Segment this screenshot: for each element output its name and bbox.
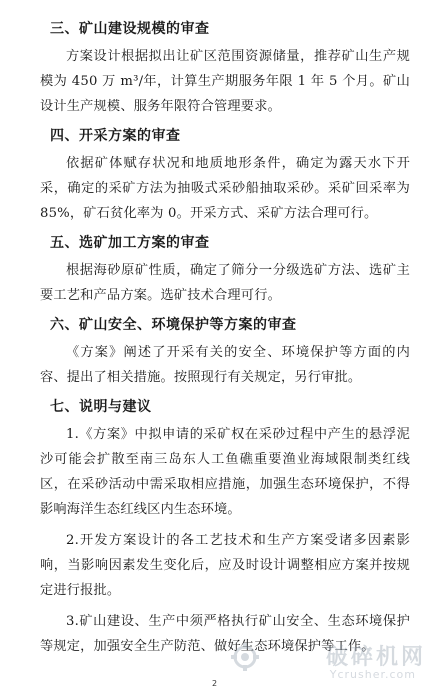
section-heading: 五、选矿加工方案的审查 xyxy=(50,235,210,251)
page-number: 2 xyxy=(212,679,218,688)
section-paragraph: 《方案》阐述了开采有关的安全、环境保护等方面的内容、提出了相关措施。按照现行有关规定，另行审批。 xyxy=(40,345,410,385)
section-heading: 六、矿山安全、环境保护等方案的审查 xyxy=(50,317,297,333)
watermark-text-en: Ycrusher.com xyxy=(329,668,416,681)
section-paragraph: 方案设计根据拟出让矿区范围资源储量，推荐矿山生产规模为 450 万 m³/年，计算生产期服务年限 1 年 5 个月。矿山设计生产规模、服务年限符合管理要求。 xyxy=(40,49,410,114)
section-safety-environment-review xyxy=(40,314,410,390)
suggestion-item-1: 1.《方案》中拟申请的采矿权在采砂过程中产生的悬浮泥沙可能会扩散至南三岛东人工鱼礁重要渔业海域限制类红线区，在采砂活动中需采取相应措施，加强生态环境保护，不得影响海洋生态红线区内生态环境。 xyxy=(40,427,410,517)
section-scale-review xyxy=(40,18,410,119)
section-heading: 七、说明与建议 xyxy=(50,399,152,415)
suggestion-item-3: 3.矿山建设、生产中须严格执行矿山安全、生态环境保护等规定，加强安全生产防范、做好生态环境保护等工作。 xyxy=(40,614,410,654)
section-heading: 三、矿山建设规模的审查 xyxy=(50,21,210,37)
section-paragraph: 依据矿体赋存状况和地质地形条件，确定为露天水下开采，确定的采矿方法为抽吸式采砂船抽取采砂。采矿回采率为 85%，矿石贫化率为 0。开采方式、采矿方法合理可行。 xyxy=(40,156,410,221)
section-mining-plan-review xyxy=(40,125,410,226)
section-notes-suggestions xyxy=(40,396,410,659)
suggestion-item-2: 2.开发方案设计的各工艺技术和生产方案受诸多因素影响，当影响因素发生变化后，应及时设计调整相应方案并按规定进行报批。 xyxy=(40,533,410,598)
section-heading: 四、开采方案的审查 xyxy=(50,128,181,144)
section-processing-plan-review xyxy=(40,232,410,308)
watermark-text-cn: 破碎机网 xyxy=(325,645,426,670)
section-paragraph: 根据海砂原矿性质，确定了筛分一分级选矿方法、选矿主要工艺和产品方案。选矿技术合理可行。 xyxy=(40,263,410,303)
